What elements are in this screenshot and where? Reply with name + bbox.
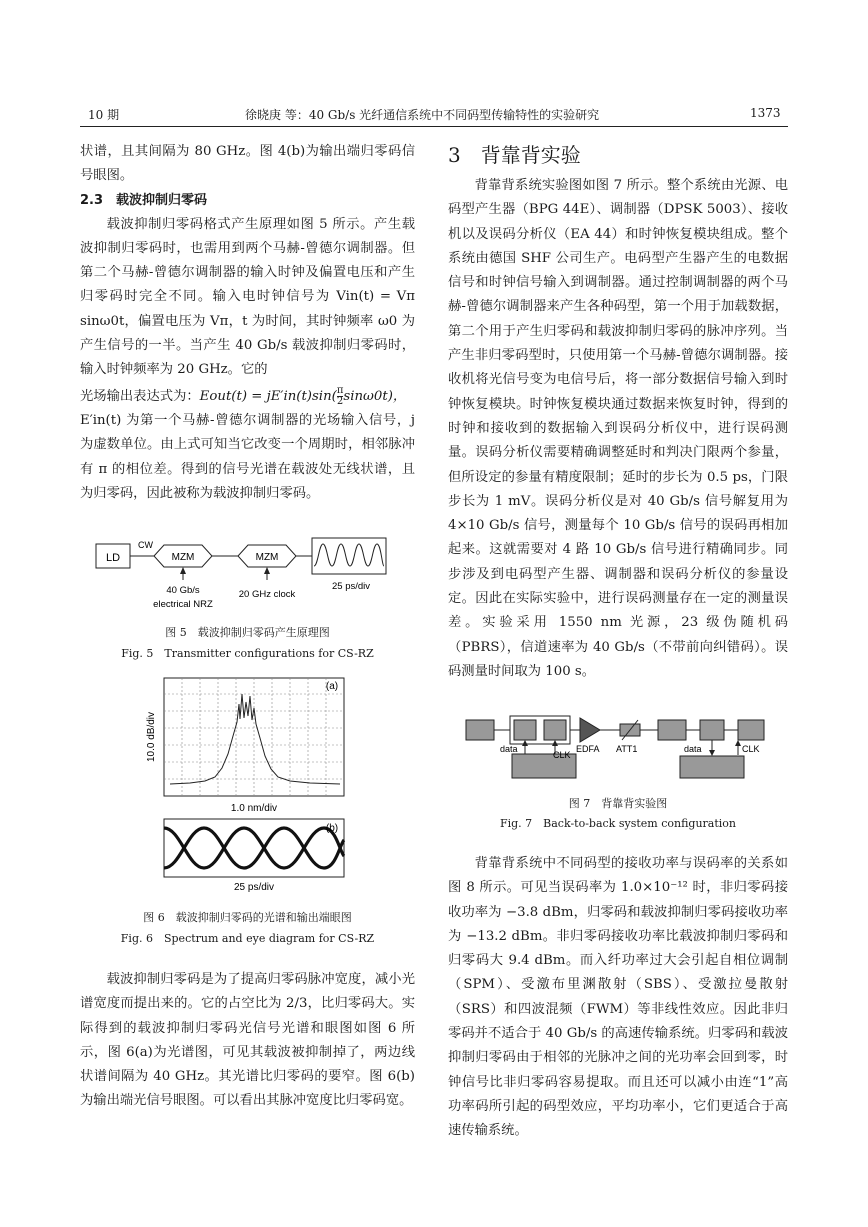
data-arrow-2 xyxy=(709,750,715,756)
para-text-cont: in(t) = Vπ sinω0t，偏置电压为 Vπ，t 为时间，其时钟频率 ω0 为产生信号的一半。当产生 40 Gb/s 载波抑制归零码时，输入时钟频率为 20 GHz。它的 xyxy=(80,289,415,378)
figure-7-diagram xyxy=(462,712,772,782)
para-cs-rz-discussion: 载波抑制归零码是为了提高归零码脉冲宽度，减小光谱宽度而提出来的。它的占空比为 2/3，比归零码大。实际得到的载波抑制归零码光信号光谱和眼图如图 6 所示，图 6(a)为光谱图，可见其载波被抑制掉了，两边线状谱间隔为 40 GHz。其光谱比归零码的要窄。图 6(b)为输出端光信号眼图。可以看出其脉冲宽度比归零码宽。 xyxy=(80,972,415,1109)
xlabel-b: 25 ps/div xyxy=(233,882,275,893)
analyzer-box xyxy=(738,720,764,740)
para-text: 载波抑制归零码格式产生原理如图 5 所示。产生载波抑制归零码时，也需用到两个马赫-曾德尔调制器。但第二个马赫-曾德尔调制器的输入时钟及偏置电压和产生归零码时完全不同。输入电时钟信号为 V xyxy=(80,216,415,305)
clk-label-2: CLK xyxy=(742,744,760,754)
scope-box xyxy=(312,538,386,574)
clock-recovery-box xyxy=(700,720,724,740)
section-heading-3: 3 背靠背实验 xyxy=(448,143,581,167)
cw-label: CW xyxy=(138,540,153,550)
cs-rz-waveform xyxy=(314,544,384,566)
fraction-numerator: π xyxy=(336,384,344,396)
eye-frame xyxy=(164,819,344,877)
issue-number: 10 期 xyxy=(88,108,120,122)
para-back-to-back: 背靠背系统实验图如图 7 所示。整个系统由光源、电码型产生器（BPG 44E）、调制器（DPSK 5003）、接收机以及误码分析仪（EA 44）和时钟恢复模块组成。整个系统由德国 SHF 公司生产。电码型产生器产生的电数据信号和时钟信号输入到调制器。通过控制调制器的两个马赫-曾德尔调制器来产生各种码型，第一个用于加载数据，第二个用于产生归零码和载波抑制归零码的脉冲序列。当产生非归零码型时，只使用第一个马赫-曾德尔调制器。接收机将光信号变为电信号后，将一部分数据信号输入到时钟恢复模块。时钟恢复模块通过数据来恢复时钟，得到的时钟和接收到的数据输入到误码分析仪中，进行误码测量。误码分析仪需要精确调整延时和判决门限两个参量，但所设定的参量有精度限制；延时的步长为 0.5 ps，门限步长为 1 mV。误码分析仪是对 40 Gb/s 信号解复用为 4×10 Gb/s 信号，测量每个 10 Gb/s 信号的误码再相加起来。这就需要对 4 路 10 Gb/s 信号进行精确同步。同步涉及到电码型产生器、调制器和误码分析仪的参量设定。因此在实际实验中，进行误码测量存在一定的测量误差。实验采用 1550 nm 光源，23 级伪随机码（PBRS），信道速率为 40 Gb/s（不带前向纠错码）。误码测量时间取为 100 s。 xyxy=(448,178,788,679)
light-source-box xyxy=(466,720,494,740)
right-column-top xyxy=(448,140,788,684)
figure-7-caption-cn: 图 7 背靠背实验图 xyxy=(568,797,668,810)
xlabel-a: 1.0 nm/div xyxy=(230,803,278,814)
mzm-box-1 xyxy=(514,720,536,740)
section-heading-2-3: 2.3 载波抑制归零码 xyxy=(80,192,208,208)
edfa-label: EDFA xyxy=(576,744,600,754)
para-continuation: 状谱，且其间隔为 80 GHz。图 4(b)为输出端归零码信号眼图。 xyxy=(80,144,415,184)
input2-arrowhead xyxy=(264,567,270,574)
receiver-box xyxy=(658,720,686,740)
fraction-denominator: 2 xyxy=(336,395,344,407)
edfa-symbol xyxy=(580,718,600,742)
figure-5-caption-cn: 图 5 载波抑制归零码产生原理图 xyxy=(165,626,330,639)
label-a: (a) xyxy=(325,681,339,692)
scope-scale: 25 ps/div xyxy=(331,581,371,592)
para-cs-rz-principle xyxy=(80,213,415,383)
ylabel: 10.0 dB/div xyxy=(146,711,157,763)
equation-lhs: Eout(t) = jE′in(t)sin( xyxy=(199,388,337,404)
page-number: 1373 xyxy=(750,106,781,120)
att-label: ATT1 xyxy=(616,744,638,754)
clk-label-1: CLK xyxy=(553,750,571,760)
input1-label-a: 40 Gb/s xyxy=(166,585,200,596)
running-title: 徐晓庚 等：40 Gb/s 光纤通信系统中不同码型传输特性的实验研究 xyxy=(245,108,600,122)
mzm1-label: MZM xyxy=(171,552,195,563)
input1-arrowhead xyxy=(180,567,186,574)
figure-6-plots xyxy=(140,674,355,894)
ld-label: LD xyxy=(105,552,121,564)
equation-prefix: 光场输出表达式为： xyxy=(80,388,200,404)
input2-label: 20 GHz clock xyxy=(238,589,296,600)
mzm-box-2 xyxy=(544,720,566,740)
para-receive-power: 背靠背系统中不同码型的接收功率与误码率的关系如图 8 所示。可见当误码率为 1.0×10⁻¹² 时，非归零码接收功率为 −3.8 dBm，归零码和载波抑制归零码接收功率为 −13.2 dBm。非归零码接收功率比载波抑制归零码和归零码大 9.4 dBm。而入纤功率过大会引起自相位调制（SPM）、受激布里渊散射（SBS）、受激拉曼散射（SRS）和四波混频（FWM）等非线性效应。因此非归零码并不适合于 40 Gb/s 的高速传输系统。归零码和载波抑制归零码由于相邻的光脉冲之间的光功率会回到零，时钟信号比非归零码容易提取。而且还可以减小由连“1”高功率码所引起的码型效应，平均功率小，它们更适合于高速传输系统。 xyxy=(448,856,788,1139)
figure-5-diagram xyxy=(90,536,390,614)
data-label-2: data xyxy=(684,744,702,754)
right-column-bottom xyxy=(448,852,788,1144)
error-analyzer-box xyxy=(680,756,744,778)
para-equation-explanation: E′in(t) 为第一个马赫-曾德尔调制器的光场输入信号，j 为虚数单位。由上式可知当它改变一个周期时，相邻脉冲有 π 的相位差。得到的信号光谱在载波处无线状谱，且为归零码，因此被称为载波抑制归零码。 xyxy=(80,412,415,501)
label-b: (b) xyxy=(325,823,339,834)
equation-line xyxy=(80,385,415,409)
equation-rhs: sinω0t)， xyxy=(343,388,407,404)
figure-5-caption-en: Fig. 5 Transmitter configurations for CS-RZ xyxy=(121,647,374,660)
left-column-top xyxy=(80,140,415,506)
left-column-bottom xyxy=(80,968,415,1114)
figure-6-caption-en: Fig. 6 Spectrum and eye diagram for CS-RZ xyxy=(120,932,375,945)
figure-7-caption-en: Fig. 7 Back-to-back system configuration xyxy=(499,817,736,830)
figure-6-caption-cn: 图 6 载波抑制归零码的光谱和输出端眼图 xyxy=(143,911,352,924)
header-rule xyxy=(80,126,788,127)
data-label-1: data xyxy=(500,744,518,754)
input1-label-b: electrical NRZ xyxy=(153,599,213,610)
clk-arrow-2 xyxy=(735,740,741,746)
mzm2-label: MZM xyxy=(255,552,279,563)
